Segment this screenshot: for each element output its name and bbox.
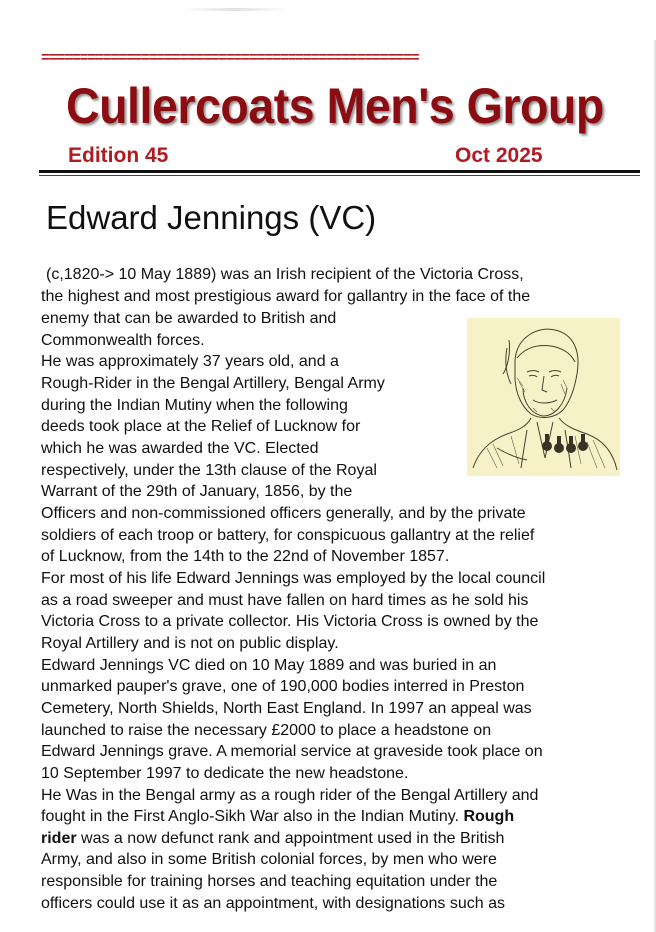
article-line: during the Indian Mutiny when the following (41, 397, 348, 414)
article-line: (c,1820-> 10 May 1889) was an Irish recipient of the Victoria Cross, (46, 266, 524, 283)
article-line: Royal Artillery and is not on public display. (41, 635, 339, 652)
article-line: Victoria Cross to a private collector. His Victoria Cross is owned by the (41, 613, 539, 630)
article-line: Edward Jennings VC died on 10 May 1889 and was buried in an (41, 657, 497, 674)
article-title: Edward Jennings (VC) (46, 199, 377, 236)
article-line: launched to raise the necessary £2000 to place a headstone on (41, 722, 492, 739)
rough-rider-term: Rough (463, 808, 515, 825)
article-line: responsible for training horses and teaching equitation under the (41, 873, 498, 890)
rough-rider-term: rider (41, 830, 77, 847)
article-line (41, 807, 514, 827)
article-line: as a road sweeper and must have fallen on hard times as he sold his (41, 592, 529, 609)
article-line: unmarked pauper's grave, one of 190,000 bodies interred in Preston (41, 678, 525, 695)
article-line: Officers and non-commissioned officers generally, and by the private (41, 505, 526, 522)
article-line: officers could use it as an appointment, with designations such as (41, 895, 505, 912)
article-line (41, 829, 504, 849)
issue-date: Oct 2025 (455, 144, 543, 167)
article-line-text: was a now defunct rank and appointment used in the British (76, 830, 505, 847)
newsletter-masthead: Cullercoats Men's Group (66, 78, 604, 134)
article-line: Edward Jennings grave. A memorial service at graveside took place on (41, 743, 543, 760)
article-line: enemy that can be awarded to British and (41, 310, 337, 327)
article-line: Cemetery, North Shields, North East England. In 1997 an appeal was (41, 700, 532, 717)
article-line: Commonwealth forces. (41, 332, 205, 349)
article-line: deeds took place at the Relief of Lucknow for (41, 418, 361, 435)
masthead-divider-thin (39, 175, 640, 176)
article-line: soldiers of each troop or battery, for conspicuous gallantry at the relief (41, 527, 535, 544)
article-line: of Lucknow, from the 14th to the 22nd of November 1857. (41, 548, 450, 565)
portrait-engraving-icon (467, 318, 620, 476)
article-line: which he was awarded the VC. Elected (41, 440, 319, 457)
decorative-equals-rule: ================================================= (41, 50, 419, 67)
article-line: Army, and also in some British colonial forces, by men who were (41, 851, 497, 868)
article-line: respectively, under the 13th clause of the Royal (41, 462, 377, 479)
article-line: He was approximately 37 years old, and a (41, 353, 339, 370)
article-line: the highest and most prestigious award for gallantry in the face of the (41, 288, 531, 305)
top-edge-shadow (180, 8, 290, 11)
article-line: He Was in the Bengal army as a rough rider of the Bengal Artillery and (41, 787, 539, 804)
article-line: Rough-Rider in the Bengal Artillery, Bengal Army (41, 375, 385, 392)
masthead-divider (39, 170, 640, 173)
article-line-text: fought in the First Anglo-Sikh War also in the Indian Mutiny. (41, 808, 464, 825)
article-line: Warrant of the 29th of January, 1856, by the (41, 483, 353, 500)
article-line: 10 September 1997 to dedicate the new headstone. (41, 765, 409, 782)
edition-number: Edition 45 (68, 144, 169, 167)
article-line: For most of his life Edward Jennings was employed by the local council (41, 570, 546, 587)
